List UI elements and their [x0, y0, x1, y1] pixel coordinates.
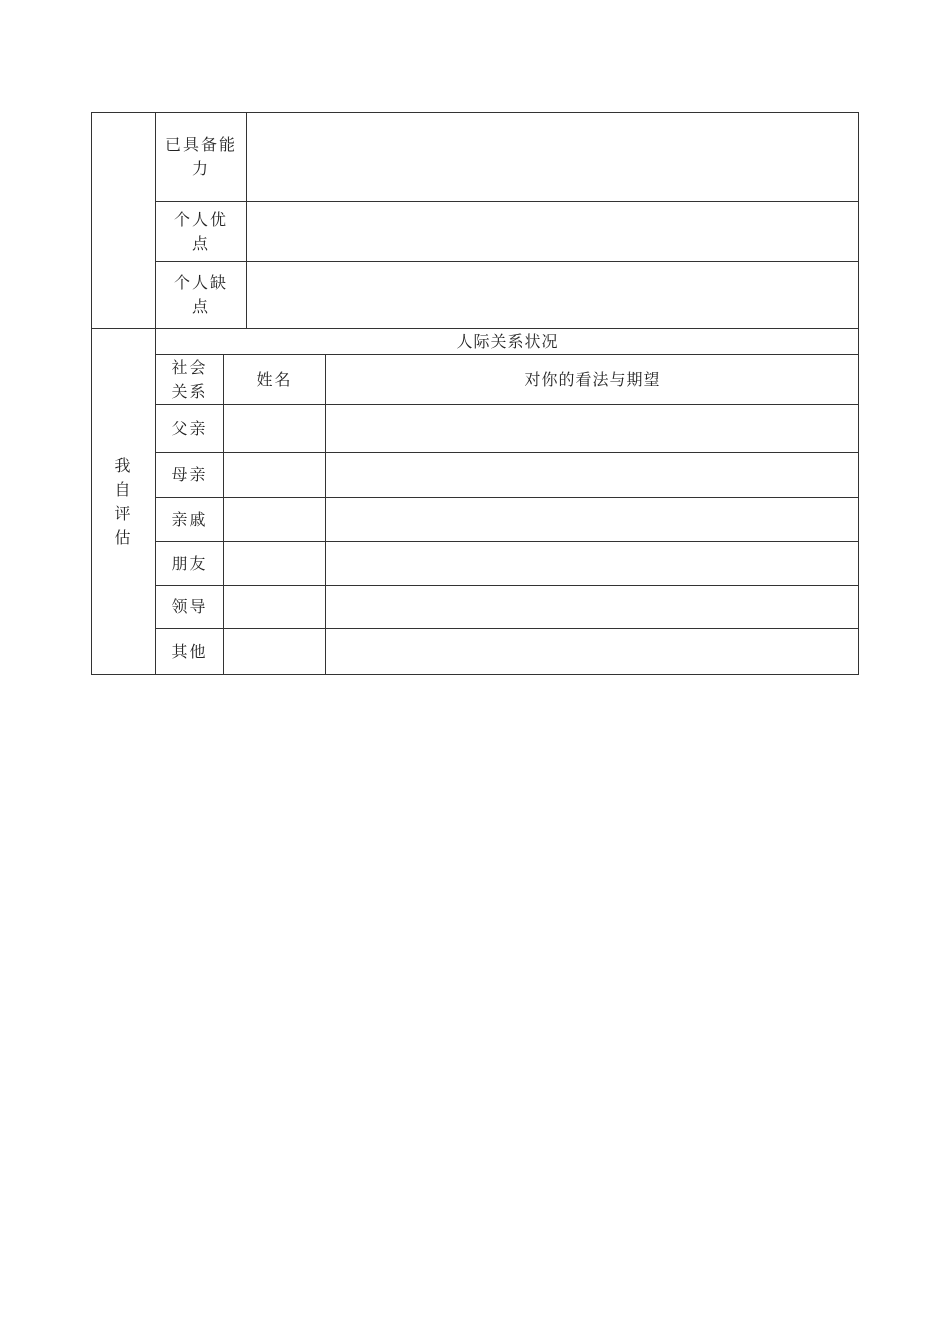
relation-relatives: 亲戚: [171, 509, 208, 529]
ability-answer-field[interactable]: [247, 113, 858, 201]
strengths-label: 个人优点: [174, 209, 229, 253]
strengths-answer-field[interactable]: [247, 202, 858, 261]
relation-leader: 领导: [171, 597, 208, 616]
other-opinion-field[interactable]: [326, 629, 859, 674]
relation-column-header: 社会关系: [171, 357, 208, 401]
mother-opinion-field[interactable]: [326, 453, 859, 497]
opinion-column-header: 对你的看法与期望: [524, 369, 661, 389]
relation-father: 父亲: [171, 418, 208, 438]
mother-name-field[interactable]: [224, 453, 325, 497]
friends-name-field[interactable]: [224, 542, 325, 585]
leader-name-field[interactable]: [224, 586, 325, 628]
leader-opinion-field[interactable]: [326, 586, 859, 628]
father-name-field[interactable]: [224, 405, 325, 452]
ability-label: 已具备能力: [164, 135, 237, 178]
relatives-opinion-field[interactable]: [326, 498, 859, 541]
self-assessment-label: 我自评估: [114, 455, 133, 547]
relation-mother: 母亲: [171, 465, 208, 484]
other-name-field[interactable]: [224, 629, 325, 674]
friends-opinion-field[interactable]: [326, 542, 859, 585]
relation-other: 其他: [171, 641, 208, 661]
father-opinion-field[interactable]: [326, 405, 859, 452]
weaknesses-label: 个人缺点: [174, 273, 229, 316]
name-column-header: 姓名: [256, 369, 293, 389]
relationship-table-title: 人际关系状况: [456, 331, 559, 351]
weaknesses-answer-field[interactable]: [247, 262, 858, 328]
relation-friends: 朋友: [171, 553, 208, 573]
relatives-name-field[interactable]: [224, 498, 325, 541]
